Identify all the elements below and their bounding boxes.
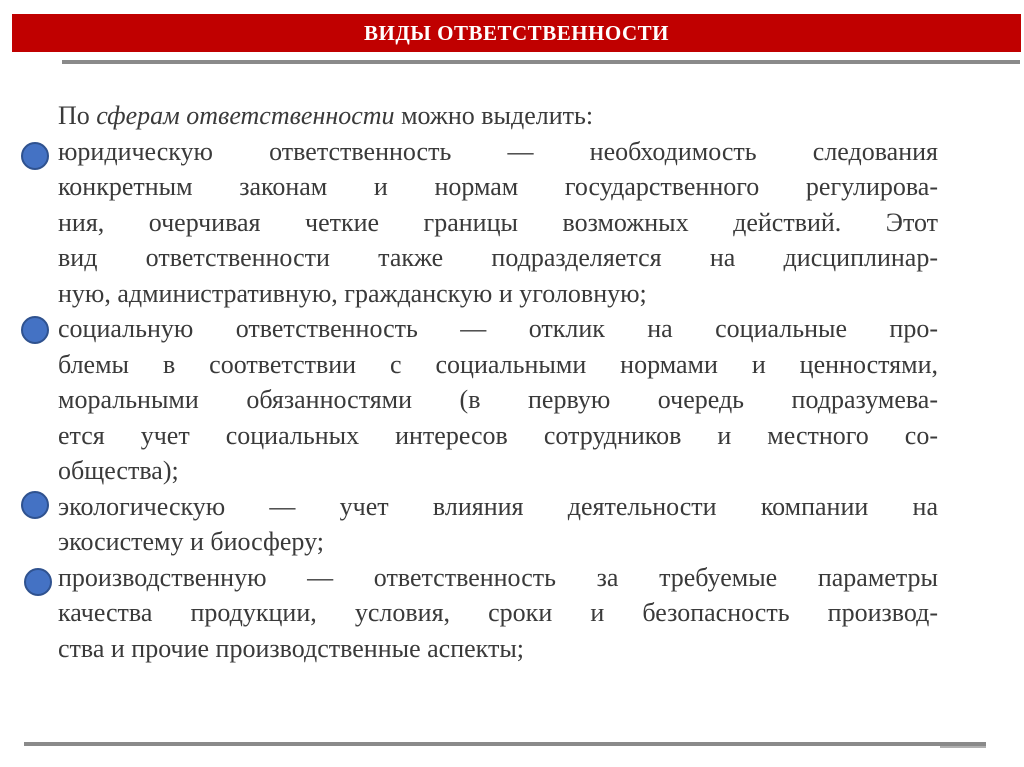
item-line: качества продукции, условия, сроки и безопасность производ- [58,598,938,627]
item-line: моральными обязанностями (в первую очередь подразумева- [58,385,938,414]
item-line: экологическую — учет влияния деятельности компании на [58,491,938,521]
item-line: юридическую ответственность — необходимость следования [58,136,938,166]
bullet-icon [21,491,49,519]
item-line: ния, очерчивая четкие границы возможных действий. Этот [58,207,938,237]
item-line: ется учет социальных интересов сотрудников и местного со- [58,420,938,450]
intro-suffix: можно выделить: [394,101,594,130]
item-line: общества); [58,456,179,485]
item-line: конкретным законам и нормам государственного регулирова- [58,172,938,201]
item-line: блемы в соответствии с социальными нормами и ценностями, [58,349,938,379]
item-line: вид ответственности также подразделяется на дисциплинар- [58,243,938,272]
intro-prefix: По [58,101,97,130]
slide-title-bar [12,14,1021,52]
slide-body [58,98,938,666]
bottom-divider [24,742,986,746]
intro-italic: сферам ответственности [96,101,395,130]
item-line: ства и прочие производственные аспекты; [58,633,525,663]
bullet-icon [21,142,49,170]
item-line: экосистему и биосферу; [58,527,324,556]
item-line: социальную ответственность — отклик на социальные про- [58,314,938,343]
list-item-social [58,311,938,489]
item-line: производственную — ответственность за требуемые параметры [58,562,938,592]
bottom-divider-accent [940,746,986,748]
slide-title: ВИДЫ ОТВЕТСТВЕННОСТИ [364,20,669,45]
item-line: ную, административную, гражданскую и уголовную; [58,278,647,308]
top-divider [62,60,1020,64]
list-item-ecological [58,489,938,560]
list-item-production [58,560,938,667]
bullet-icon [24,568,52,596]
bullet-icon [21,316,49,344]
list-item-legal [58,134,938,312]
intro-line [58,98,938,134]
